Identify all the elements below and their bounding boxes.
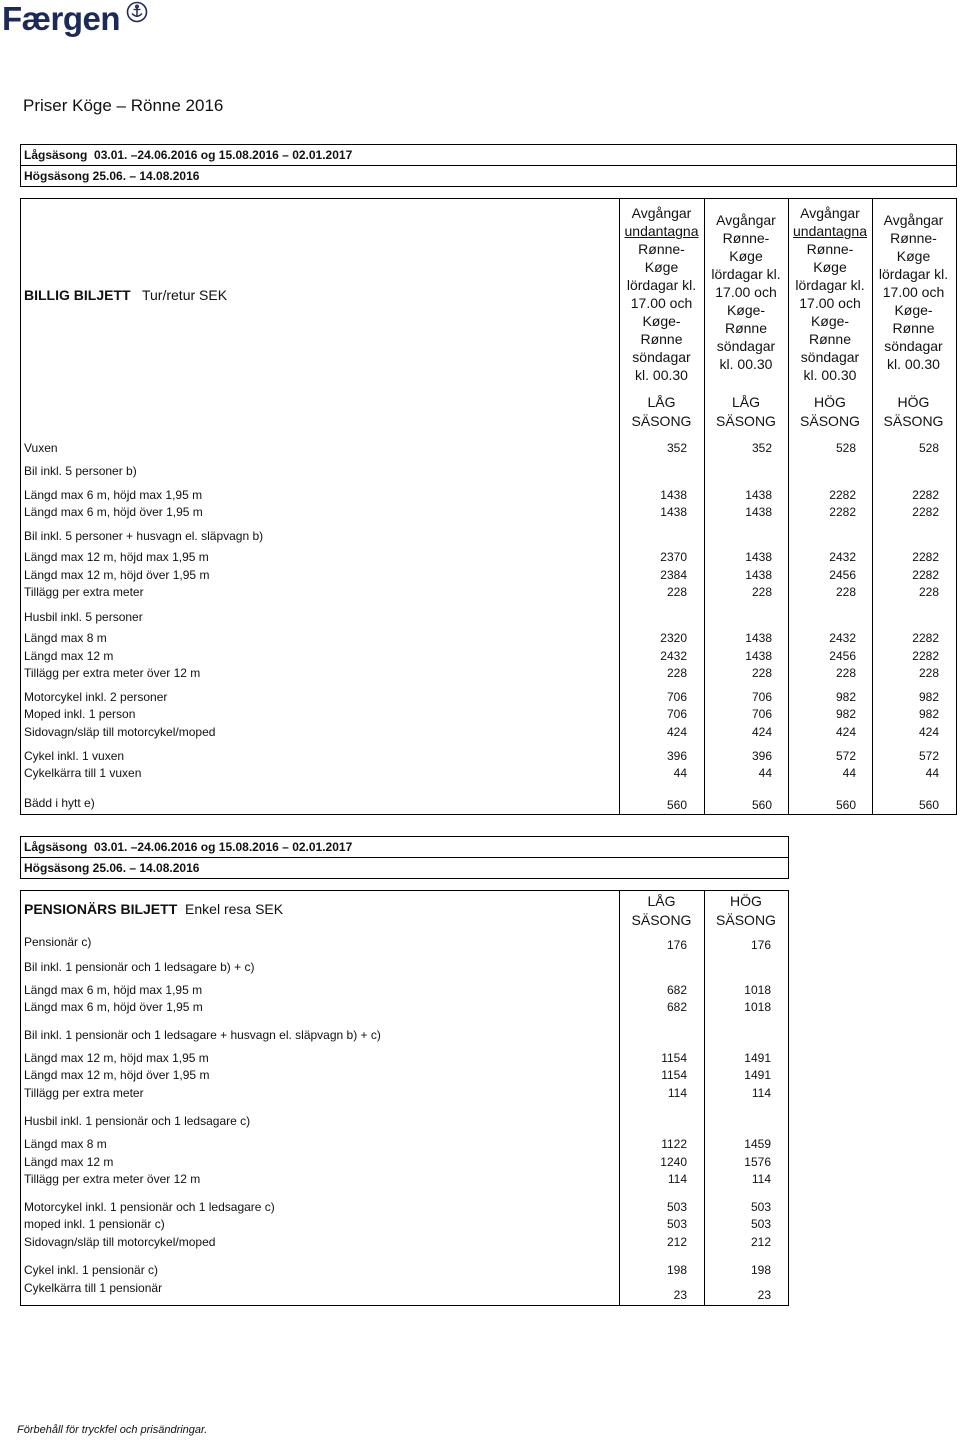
low-season-dates: 03.01. –24.06.2016 og 15.08.2016 – 02.01.2017 xyxy=(94,840,353,854)
price-value: 528 xyxy=(918,441,939,455)
price-value: 2384 xyxy=(660,568,687,582)
table-title-rest: Tur/retur SEK xyxy=(141,287,228,303)
season-label-b: SÄSONG xyxy=(631,413,692,429)
departure-header-line: 17.00 och xyxy=(799,295,861,311)
season-info-box-2 xyxy=(20,836,789,879)
departure-header-line: Rønne xyxy=(892,320,935,336)
row-label: Längd max 12 m, höjd över 1,95 m xyxy=(24,568,210,582)
row-label: Motorcykel inkl. 1 pensionär och 1 ledsagare c) xyxy=(24,1200,275,1214)
season-label-b: SÄSONG xyxy=(716,912,776,928)
price-value: 1576 xyxy=(744,1155,771,1169)
season-label xyxy=(704,393,788,431)
price-value: 1459 xyxy=(744,1137,771,1151)
price-value: 706 xyxy=(751,707,772,721)
departure-header-line: Rønne- xyxy=(890,230,937,246)
price-value: 503 xyxy=(666,1200,687,1214)
price-value: 44 xyxy=(842,766,856,780)
departure-header-line: Rønne- xyxy=(722,230,770,246)
row-label: Cykel inkl. 1 vuxen xyxy=(24,749,125,763)
row-label: Vuxen xyxy=(24,441,58,455)
row-label: Längd max 8 m xyxy=(24,631,107,645)
departure-header-line: kl. 00.30 xyxy=(803,367,857,383)
column-divider xyxy=(619,891,620,1305)
price-value: 706 xyxy=(666,690,687,704)
price-value: 228 xyxy=(751,585,772,599)
departure-header-line: Rønne xyxy=(808,331,852,347)
row-label: Tillägg per extra meter xyxy=(24,585,144,599)
price-value: 44 xyxy=(758,766,772,780)
price-value: 982 xyxy=(835,707,856,721)
price-value: 1018 xyxy=(744,983,771,997)
price-value: 2432 xyxy=(660,649,687,663)
price-value: 1438 xyxy=(745,505,772,519)
price-value: 114 xyxy=(751,1172,771,1186)
row-label: Cykelkärra till 1 pensionär xyxy=(24,1281,163,1295)
departure-header-line: 17.00 och xyxy=(882,284,945,300)
row-label: Tillägg per extra meter över 12 m xyxy=(24,1172,201,1186)
high-season-text: Högsäsong 25.06. – 14.08.2016 xyxy=(24,169,200,183)
anchor-icon xyxy=(126,1,148,28)
departure-header-line: Avgångar xyxy=(716,212,776,228)
price-value: 228 xyxy=(666,666,687,680)
high-season-line xyxy=(21,166,956,186)
departure-header-line: kl. 00.30 xyxy=(719,356,773,372)
price-value: 560 xyxy=(666,798,687,812)
brand-logo xyxy=(2,0,148,38)
price-value: 176 xyxy=(666,938,687,952)
season-label-a: LÅG xyxy=(731,394,760,410)
price-value: 2282 xyxy=(912,488,939,502)
low-season-label: Lågsäsong xyxy=(24,840,88,854)
price-value: 2282 xyxy=(912,568,939,582)
departure-header-line: söndagar xyxy=(632,349,691,365)
price-value: 44 xyxy=(925,766,939,780)
departure-header-line: Køge- xyxy=(642,313,681,329)
low-season-dates: 03.01. –24.06.2016 og 15.08.2016 – 02.01.2017 xyxy=(94,148,353,162)
departure-header-line: Køge xyxy=(813,259,847,275)
table-title-bold: PENSIONÄRS BILJETT xyxy=(24,901,178,917)
departure-header-line: söndagar xyxy=(800,349,860,365)
price-value: 212 xyxy=(666,1235,687,1249)
price-value: 1438 xyxy=(745,550,772,564)
row-label: Bil inkl. 1 pensionär och 1 ledsagare b) + c) xyxy=(24,960,255,974)
departure-header-line: undantagna xyxy=(793,223,867,239)
price-value: 2432 xyxy=(829,550,856,564)
departure-header-line: Køge- xyxy=(894,302,933,318)
price-value: 1438 xyxy=(660,505,687,519)
season-label xyxy=(619,892,704,930)
table-title xyxy=(24,287,227,303)
departure-header-line: lördagar kl. xyxy=(711,266,781,282)
price-value: 228 xyxy=(666,585,687,599)
departure-header-line: Køge- xyxy=(726,302,766,318)
price-value: 503 xyxy=(750,1217,771,1231)
row-label: Cykelkärra till 1 vuxen xyxy=(24,766,142,780)
departure-header xyxy=(619,204,704,384)
price-value: 706 xyxy=(666,707,687,721)
price-value: 198 xyxy=(750,1263,771,1277)
price-value: 1438 xyxy=(745,568,772,582)
low-season-label: Lågsäsong xyxy=(24,148,88,162)
price-value: 114 xyxy=(751,1086,771,1100)
season-label-b: SÄSONG xyxy=(631,912,692,928)
price-table-pensionars-biljett xyxy=(20,890,789,1306)
price-value: 528 xyxy=(835,441,856,455)
price-value: 2282 xyxy=(829,488,856,502)
departure-header-line: Rønne xyxy=(640,331,683,347)
price-value: 1018 xyxy=(744,1000,771,1014)
price-value: 1438 xyxy=(745,488,772,502)
price-table-billig-biljett xyxy=(20,198,957,815)
season-label xyxy=(704,892,788,930)
price-value: 114 xyxy=(667,1172,687,1186)
price-value: 212 xyxy=(750,1235,771,1249)
price-value: 228 xyxy=(918,585,939,599)
row-label: Moped inkl. 1 person xyxy=(24,707,136,721)
price-value: 982 xyxy=(835,690,856,704)
table-title xyxy=(24,901,283,917)
departure-header-line: söndagar xyxy=(716,338,776,354)
price-value: 560 xyxy=(751,798,772,812)
page-title: Priser Köge – Rönne 2016 xyxy=(23,96,224,115)
departure-header-line: lördagar kl. xyxy=(626,277,697,293)
season-label xyxy=(872,393,955,431)
row-label: Längd max 12 m, höjd max 1,95 m xyxy=(24,1051,209,1065)
departure-header xyxy=(788,204,872,384)
season-label xyxy=(619,393,704,431)
price-value: 352 xyxy=(751,441,772,455)
departure-header-line: 17.00 och xyxy=(715,284,777,300)
row-label: moped inkl. 1 pensionär c) xyxy=(24,1217,165,1231)
departure-header-line: söndagar xyxy=(884,338,943,354)
row-label: Bil inkl. 5 personer + husvagn el. släpvagn b) xyxy=(24,529,264,543)
price-value: 682 xyxy=(666,1000,687,1014)
price-value: 1438 xyxy=(745,631,772,645)
price-value: 44 xyxy=(673,766,687,780)
price-value: 2282 xyxy=(912,505,939,519)
column-divider xyxy=(704,891,705,1305)
row-label: Bil inkl. 5 personer b) xyxy=(24,464,137,478)
departure-header-line: kl. 00.30 xyxy=(887,356,940,372)
price-value: 1438 xyxy=(745,649,772,663)
departure-header-line: Køge- xyxy=(810,313,850,329)
season-label-a: HÖG xyxy=(814,394,846,410)
row-label: Bädd i hytt e) xyxy=(24,796,95,810)
price-value: 1438 xyxy=(660,488,687,502)
price-value: 228 xyxy=(835,585,856,599)
high-season-line xyxy=(21,858,788,878)
price-value: 228 xyxy=(751,666,772,680)
row-label: Längd max 6 m, höjd över 1,95 m xyxy=(24,505,203,519)
season-label-a: HÖG xyxy=(897,394,930,410)
row-label: Längd max 12 m xyxy=(24,649,114,663)
price-value: 503 xyxy=(666,1217,687,1231)
price-value: 1491 xyxy=(744,1051,771,1065)
row-label: Motorcykel inkl. 2 personer xyxy=(24,690,168,704)
price-value: 2282 xyxy=(912,649,939,663)
price-value: 560 xyxy=(918,798,939,812)
price-value: 706 xyxy=(751,690,772,704)
price-value: 1154 xyxy=(661,1051,687,1065)
row-label: Längd max 12 m xyxy=(24,1155,114,1169)
price-value: 1154 xyxy=(661,1068,687,1082)
departure-header-line: Avgångar xyxy=(631,205,692,221)
price-value: 982 xyxy=(918,707,939,721)
row-label: Längd max 12 m, höjd över 1,95 m xyxy=(24,1068,210,1082)
price-value: 424 xyxy=(835,725,856,739)
row-label: Längd max 6 m, höjd över 1,95 m xyxy=(24,1000,203,1014)
footer-note: Förbehåll för tryckfel och prisändringar. xyxy=(17,1424,208,1436)
season-label-a: LÅG xyxy=(647,893,676,909)
departure-header-line: 17.00 och xyxy=(630,295,693,311)
departure-header-line: Rønne- xyxy=(638,241,685,257)
departure-header-line: Køge xyxy=(729,248,763,264)
price-value: 2370 xyxy=(660,550,687,564)
season-label xyxy=(788,393,872,431)
departure-header xyxy=(704,211,788,373)
price-value: 2282 xyxy=(912,550,939,564)
price-value: 396 xyxy=(751,749,772,763)
price-value: 228 xyxy=(835,666,856,680)
price-value: 396 xyxy=(666,749,687,763)
price-value: 1240 xyxy=(660,1155,687,1169)
row-label: Sidovagn/släp till motorcykel/moped xyxy=(24,1235,216,1249)
price-value: 1122 xyxy=(661,1137,687,1151)
departure-header-line: Rønne xyxy=(724,320,768,336)
price-value: 2432 xyxy=(829,631,856,645)
price-value: 2282 xyxy=(912,631,939,645)
row-label: Längd max 12 m, höjd max 1,95 m xyxy=(24,550,209,564)
season-label-a: HÖG xyxy=(730,893,762,909)
price-value: 2282 xyxy=(829,505,856,519)
price-value: 114 xyxy=(667,1086,687,1100)
price-value: 352 xyxy=(666,441,687,455)
season-label-a: LÅG xyxy=(647,394,676,410)
departure-header-line: lördagar kl. xyxy=(878,266,949,282)
table-title-bold: BILLIG BILJETT xyxy=(24,287,131,303)
season-label-b: SÄSONG xyxy=(883,413,944,429)
price-value: 682 xyxy=(666,983,687,997)
season-info-box xyxy=(20,144,957,187)
departure-header-line: Køge xyxy=(896,248,931,264)
row-label: Pensionär c) xyxy=(24,935,92,949)
row-label: Tillägg per extra meter över 12 m xyxy=(24,666,201,680)
departure-header-line: lördagar kl. xyxy=(795,277,865,293)
price-value: 2456 xyxy=(829,649,856,663)
row-label: Cykel inkl. 1 pensionär c) xyxy=(24,1263,159,1277)
price-value: 572 xyxy=(918,749,939,763)
departure-header-line: Køge xyxy=(644,259,679,275)
price-value: 2320 xyxy=(660,631,687,645)
price-value: 560 xyxy=(835,798,856,812)
price-value: 198 xyxy=(666,1263,687,1277)
price-value: 23 xyxy=(757,1288,771,1302)
price-value: 982 xyxy=(918,690,939,704)
departure-header xyxy=(872,211,955,373)
price-value: 572 xyxy=(835,749,856,763)
row-label: Längd max 6 m, höjd max 1,95 m xyxy=(24,488,203,502)
high-season-text: Högsäsong 25.06. – 14.08.2016 xyxy=(24,861,200,875)
price-value: 503 xyxy=(750,1200,771,1214)
price-value: 228 xyxy=(918,666,939,680)
low-season-line xyxy=(21,837,788,858)
price-value: 424 xyxy=(666,725,687,739)
low-season-line xyxy=(21,145,956,166)
row-label: Bil inkl. 1 pensionär och 1 ledsagare + husvagn el. släpvagn b) + c) xyxy=(24,1028,381,1042)
departure-header-line: Rønne- xyxy=(806,241,854,257)
departure-header-line: Avgångar xyxy=(883,212,944,228)
season-label-b: SÄSONG xyxy=(800,413,860,429)
departure-header-line: kl. 00.30 xyxy=(635,367,688,383)
row-label: Tillägg per extra meter xyxy=(24,1086,144,1100)
price-value: 2456 xyxy=(829,568,856,582)
row-label: Husbil inkl. 5 personer xyxy=(24,610,143,624)
row-label: Längd max 8 m xyxy=(24,1137,107,1151)
price-value: 176 xyxy=(750,938,771,952)
season-label-b: SÄSONG xyxy=(716,413,776,429)
brand-name: Færgen xyxy=(2,0,121,37)
price-value: 23 xyxy=(673,1288,687,1302)
price-value: 1491 xyxy=(744,1068,771,1082)
table-title-rest: Enkel resa SEK xyxy=(185,901,284,917)
departure-header-line: undantagna xyxy=(624,223,699,239)
row-label: Sidovagn/släp till motorcykel/moped xyxy=(24,725,216,739)
row-label: Husbil inkl. 1 pensionär och 1 ledsagare c) xyxy=(24,1114,251,1128)
departure-header-line: Avgångar xyxy=(800,205,860,221)
price-value: 424 xyxy=(751,725,772,739)
price-value: 424 xyxy=(918,725,939,739)
row-label: Längd max 6 m, höjd max 1,95 m xyxy=(24,983,203,997)
